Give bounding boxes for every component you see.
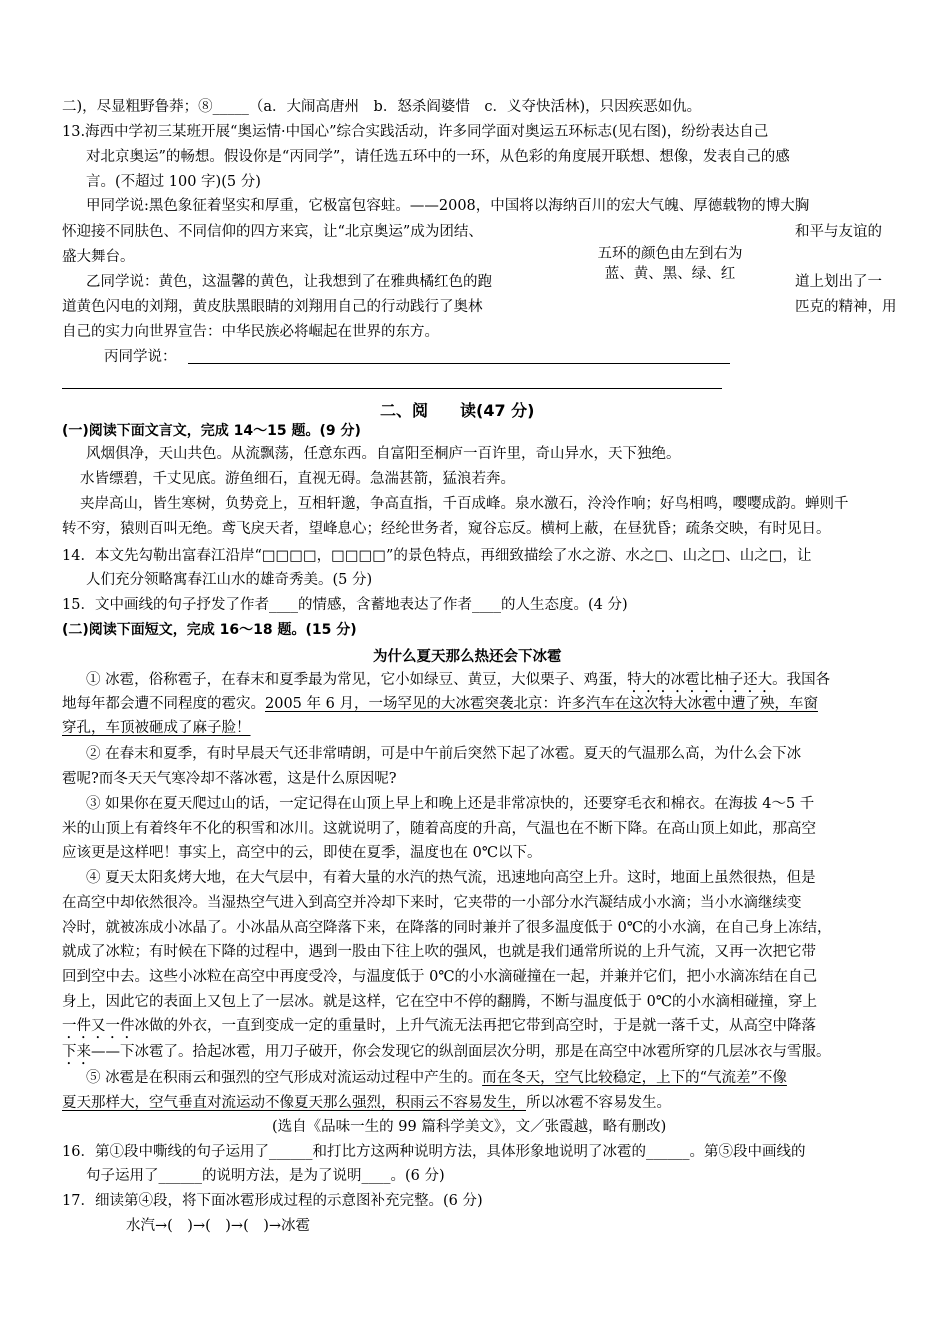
olympic-rings-caption <box>560 244 780 284</box>
article-p4-line-6: 身上，因此它的表面上又包上了一层冰。就是这样，它在空中不停的翻腾，不断与温度低于 0℃的小水滴相碰撞，穿上 <box>62 994 818 1010</box>
article-p1-line-1 <box>86 670 830 696</box>
q16-line-2: 句子运用了______的说明方法，是为了说明____。(6 分) <box>86 1168 445 1184</box>
article-p1-line-2-text: 地每年都会遭不同程度的雹灾。 <box>62 696 265 712</box>
article-p5-line-2 <box>62 1093 671 1113</box>
q14-line-1: 14．本文先勾勒出富春江沿岸“□□□□，□□□□”的景色特点，再细致描绘了水之游、水之□、山之□、山之□，让 <box>62 548 812 564</box>
q13-yi-line-1a: 乙同学说：黄色，这温馨的黄色，让我想到了在雅典橘红色的跑 <box>86 274 492 290</box>
article-p1-text: ① 冰雹，俗称雹子，在春末和夏季最为常见，它小如绿豆、黄豆，大似栗子、鸡蛋， <box>86 672 628 688</box>
q17-diagram: 水汽→( )→( )→( )→冰雹 <box>126 1218 311 1234</box>
article-p1-underlined-end: 穿孔，车顶被砸成了麻子脸！ <box>62 720 251 736</box>
article-p1-underlined: 2005 年 6 月，一场罕见的大冰雹突袭北京：许多汽车在这次特大冰雹中遭了殃，车窗 <box>265 696 818 712</box>
article-p4-dotted-1: 一件又一件 <box>62 1018 135 1034</box>
bing-answer-line[interactable] <box>188 363 730 364</box>
q13-yi-line-2b: 匹克的精神，用 <box>795 299 897 315</box>
article-p3-line-1: ③ 如果你在夏天爬过山的话，一定记得在山顶上早上和晚上还是非常凉快的，还要穿毛衣和棉衣。在海拔 4～5 千 <box>86 796 815 812</box>
q15-line: 15．文中画线的句子抒发了作者____的情感，含蓄地表达了作者____的人生态度。(4 分) <box>62 597 628 613</box>
part1-para-1: 风烟俱净，天山共色。从流飘荡，任意东西。自富阳至桐庐一百许里，奇山异水，天下独绝。 <box>86 446 681 462</box>
article-p4-line-8 <box>62 1042 831 1068</box>
rings-caption-line-2: 蓝、黄、黑、绿、红 <box>604 266 736 282</box>
q13-line-1: 13.海西中学初三某班开展“奥运情·中国心”综合实践活动，许多同学面对奥运五环标志(见右图)，纷纷表达自己 <box>62 124 769 140</box>
article-p5-underlined: 而在冬天，空气比较稳定，上下的“气流差”不像 <box>482 1070 787 1086</box>
article-p4-line-7-text: 冰做的外衣，一直到变成一定的重量时，上升气流无法再把它带到高空时，于是就一落千丈，从高空中降落 <box>134 1018 816 1034</box>
q13-yi-line-2a: 道黄色闪电的刘翔，黄皮肤黑眼睛的刘翔用自己的行动践行了奥林 <box>62 299 483 315</box>
part1-para-3b-pre: 转不穷，猿则百叫无绝。 <box>62 521 222 537</box>
part1-para-3a: 夹岸高山，皆生寒树，负势竞上，互相轩邈，争高直指，千百成峰。泉水激石，泠泠作响；好鸟相鸣，嘤嘤成韵。蝉则千 <box>80 496 849 512</box>
q13-yi-line-3: 自己的实力向世界宣告：中华民族必将崛起在世界的东方。 <box>62 324 439 340</box>
article-p4-line-1: ④ 夏天太阳炙烤大地，在大气层中，有着大量的水汽的热气流，迅速地向高空上升。这时，地面上虽然很热，但是 <box>86 870 816 886</box>
article-p4-line-7 <box>62 1016 816 1042</box>
article-title: 为什么夏天那么热还会下冰雹 <box>373 649 562 665</box>
article-p1-text-end: 。我国各 <box>772 672 831 688</box>
q13-line-2: 对北京奥运”的畅想。假设你是“丙同学”，请任选五环中的一环，从色彩的角度展开联想、想像，发表自己的感 <box>86 149 790 165</box>
part1-para-3b <box>62 519 831 539</box>
article-p5-underlined-end: 夏天那样大，空气垂直对流运动不像夏天那么强烈，积雨云不容易发生， <box>62 1095 526 1111</box>
q17-line: 17．细读第④段，将下面冰雹形成过程的示意图补充完整。(6 分) <box>62 1193 483 1209</box>
article-p5-line-1 <box>86 1068 787 1088</box>
article-p2-line-2: 雹呢?而冬天天气寒冷却不落冰雹，这是什么原因呢? <box>62 771 397 787</box>
q13-bing-label: 丙同学说： <box>104 349 177 365</box>
part1-underlined-sentence: 鸢飞戾天者，望峰息心；经纶世务者，窥谷忘反。 <box>221 521 541 537</box>
article-p1-line-2 <box>62 694 818 714</box>
q13-jia-line-1: 甲同学说:黑色象征着坚实和厚重，它极富包容蛀。——2008，中国将以海纳百川的宏大气魄、厚德载物的博大胸 <box>86 198 810 214</box>
article-p1-line-3 <box>62 718 251 738</box>
rings-caption-line-1: 五环的颜色由左到右为 <box>597 246 743 262</box>
section-title: 二、阅 读(47 分) <box>380 401 535 420</box>
q13-line-3: 言。(不超过 100 字)(5 分) <box>86 174 261 190</box>
prev-question-line: 二)，尽显粗野鲁莽；⑧_____（a．大闹高唐州 b．怒杀阎婆惜 c．义夺快活林)，只因疾恶如仇。 <box>62 99 702 115</box>
article-p4-line-2: 在高空中却依然很冷。当湿热空气进入到高空并冷却下来时，它夹带的一小部分水汽凝结成小水滴；当小水滴继续变 <box>62 895 802 911</box>
q13-jia-line-3: 盛大舞台。 <box>62 249 135 265</box>
article-p5-text: ⑤ 冰雹是在积雨云和强烈的空气形成对流运动过程中产生的。 <box>86 1070 483 1086</box>
part1-heading: (一)阅读下面文言文，完成 14～15 题。(9 分) <box>62 423 361 439</box>
article-p2-line-1: ② 在春末和夏季，有时早晨天气还非常晴朗，可是中午前后突然下起了冰雹。夏天的气温那么高，为什么会下冰 <box>86 746 802 762</box>
article-source: (选自《品味一生的 99 篇科学美文》，文／张霞越，略有删改) <box>272 1119 667 1135</box>
article-p4-line-5: 回到空中去。这些小冰粒在高空中再度受冷，与温度低于 0℃的小水滴碰撞在一起，并兼并它们，把小水滴冻结在自己 <box>62 969 818 985</box>
article-p4-line-8-text: ——下冰雹了。拾起冰雹，用刀子破开，你会发现它的纵剖面层次分明，那是在高空中冰雹所穿的几层冰衣与雪服。 <box>91 1044 831 1060</box>
article-p1-dotted: 特大的冰雹比柚子还大 <box>627 672 773 688</box>
q16-line-1: 16．第①段中嘶线的句子运用了______和打比方这两种说明方法，具体形象地说明了冰雹的______。第⑤段中画线的 <box>62 1144 806 1160</box>
article-p4-dotted-2: 下来 <box>62 1044 91 1060</box>
article-p3-line-2: 米的山顶上有着终年不化的积雪和冰川。这就说明了，随着高度的升高，气温也在不断下降。在高山顶上如此，那高空 <box>62 821 816 837</box>
bing-answer-line-2[interactable] <box>62 388 722 389</box>
article-p4-line-3: 冷时，就被冻成小冰晶了。小冰晶从高空降落下来，在降落的同时兼并了很多温度低于 0℃的小水滴，在自己身上冻结， <box>62 920 832 936</box>
q13-jia-line-2a: 怀迎接不同肤色、不同信仰的四方来宾，让“北京奥运”成为团结、 <box>62 224 483 240</box>
q14-line-2: 人们充分领略寓春江山水的雄奇秀美。(5 分) <box>86 572 373 588</box>
part1-para-2: 水皆缥碧，千丈见底。游鱼细石，直视无碍。急湍甚箭，猛浪若奔。 <box>80 471 515 487</box>
q13-yi-line-1b: 道上划出了一 <box>795 274 882 290</box>
q13-jia-line-2b: 和平与友谊的 <box>795 224 882 240</box>
part2-heading: (二)阅读下面短文，完成 16～18 题。(15 分) <box>62 622 357 638</box>
article-p5-text-end: 所以冰雹不容易发生。 <box>526 1095 671 1111</box>
article-p3-line-3: 应该更是这样吧！事实上，高空中的云，即使在夏季，温度也在 0℃以下。 <box>62 845 542 861</box>
part1-para-3b-post: 横柯上蔽，在昼犹昏；疏条交映，有时见日。 <box>540 521 831 537</box>
article-p4-line-4: 就成了冰粒；有时候在下降的过程中，遇到一股由下往上吹的强风，也就是我们通常所说的上升气流，又再一次把它带 <box>62 944 816 960</box>
